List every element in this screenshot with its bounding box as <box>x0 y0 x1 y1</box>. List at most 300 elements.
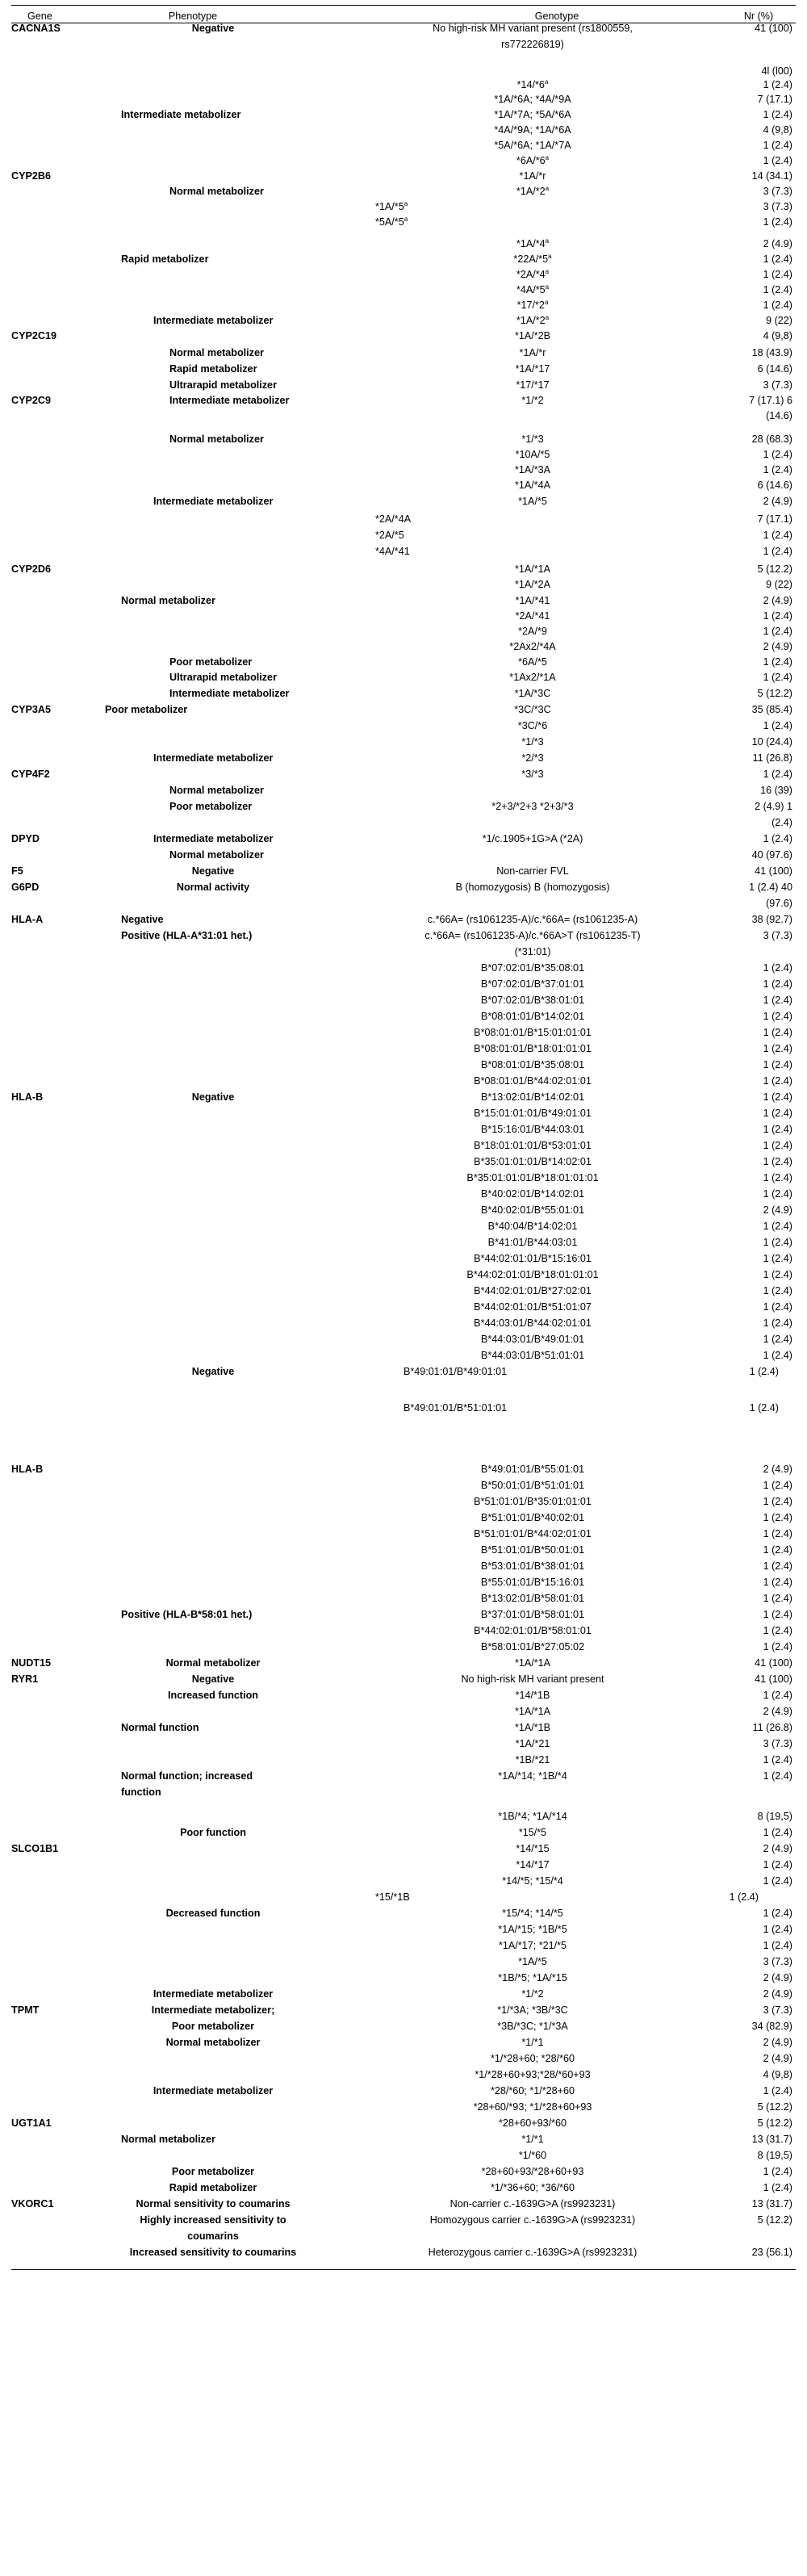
genotype-cell: B*51:01:01/B*40:02:01 <box>480 1512 585 1523</box>
genotype-cell: *1A/*17 <box>515 363 550 375</box>
genotype-cell: Heterozygous carrier c.-1639G>A (rs9923231) <box>428 2247 638 2258</box>
count-percent-cell: 1 (2.4) <box>763 530 792 541</box>
genotype-cell: rs772226819) <box>501 39 564 50</box>
count-percent-cell: 1 (2.4) <box>763 833 792 844</box>
gene-name: CYP4F2 <box>11 769 50 780</box>
genotype-cell: B*35:01:01:01/B*14:02:01 <box>474 1156 592 1167</box>
count-percent-cell: 1 (2.4) <box>763 269 792 280</box>
phenotype-label: Positive (HLA-A*31:01 het.) <box>121 930 253 941</box>
count-percent-cell: 1 (2.4) <box>763 1350 792 1361</box>
genotype-cell: *1/*1 <box>521 2037 544 2048</box>
genotype-cell: *5A/*5$^a$ <box>375 215 408 228</box>
count-percent-cell: 1 (2.4) <box>763 1108 792 1119</box>
gene-name: CYP2B6 <box>11 170 51 182</box>
gene-name: RYR1 <box>11 1673 39 1685</box>
count-percent-cell: 1 (2.4) <box>763 610 792 622</box>
genotype-cell: B*49:01:01/B*49:01:01 <box>404 1366 508 1377</box>
footnote-mark: a <box>545 237 550 245</box>
phenotype-label: Rapid metabolizer <box>121 253 209 265</box>
count-percent-cell: 1 (2.4) <box>763 2182 792 2193</box>
count-percent-cell: 28 (68.3) <box>751 434 792 445</box>
genotype-cell: B*51:01:01/B*44:02:01:01 <box>474 1528 592 1539</box>
count-percent-cell: 10 (24.4) <box>751 736 792 748</box>
genotype-cell: *2Ax2/*4A <box>509 641 556 652</box>
count-percent-cell: 4 (9,8) <box>763 330 792 341</box>
phenotype-label: Negative <box>191 1366 235 1377</box>
genotype-cell: *5A/*6A; *1A/*7A <box>494 140 571 151</box>
footnote-mark: a <box>545 184 550 192</box>
count-percent-cell: 1 (2.4) <box>763 449 792 460</box>
genotype-cell: B*40:02:01/B*14:02:01 <box>480 1188 585 1200</box>
phenotype-label: Poor metabolizer <box>169 656 253 668</box>
genotype-cell: B*18:01:01:01/B*53:01:01 <box>474 1140 592 1151</box>
count-percent-cell: 13 (31.7) <box>751 2134 792 2145</box>
count-percent-cell: 1 (2.4) <box>763 1609 792 1620</box>
count-percent-cell: 3 (7.3) <box>763 201 792 212</box>
genotype-cell: *1/*2 <box>521 1988 544 2000</box>
phenotype-label: function <box>121 1786 161 1798</box>
phenotype-label: Normal function; increased <box>121 1770 253 1782</box>
count-percent-cell: 1 (2.4) <box>763 1512 792 1523</box>
genotype-cell: B*44:03:01/B*44:02:01:01 <box>474 1317 592 1329</box>
count-percent-cell: 1 (2.4) <box>763 1156 792 1167</box>
phenotype-label: Negative <box>191 865 235 877</box>
count-percent-cell: 18 (43.9) <box>751 347 792 358</box>
count-percent-cell: 1 (2.4) <box>763 1188 792 1200</box>
phenotype-label: Negative <box>121 914 164 925</box>
genotype-cell: No high-risk MH variant present <box>461 1673 604 1685</box>
count-percent-cell: 8 (19,5) <box>757 1811 792 1822</box>
phenotype-label: Normal metabolizer <box>169 849 264 861</box>
genotype-cell: B*07:02:01/B*38:01:01 <box>480 995 585 1006</box>
genotype-cell: *22A/*5$^a$ <box>513 252 552 265</box>
phenotype-label: Normal activity <box>176 882 250 893</box>
gene-name: CYP2C9 <box>11 395 51 406</box>
phenotype-label: Intermediate metabolizer <box>153 496 274 507</box>
count-percent-cell: 1 (2.4) <box>763 1027 792 1038</box>
genotype-cell: B*49:01:01/B*55:01:01 <box>480 1464 585 1475</box>
phenotype-label: Normal metabolizer <box>169 186 264 197</box>
phenotype-label: coumarins <box>187 2230 239 2242</box>
count-percent-cell: 1 (2.4) <box>763 656 792 668</box>
phenotype-label: Intermediate metabolizer; <box>151 2004 275 2016</box>
count-percent-cell: 1 (2.4) <box>763 1317 792 1329</box>
genotype-cell: *2A/*4A <box>375 513 412 525</box>
gene-name: CACNA1S <box>11 23 61 34</box>
phenotype-label: Intermediate metabolizer <box>153 752 274 764</box>
genotype-cell: *2A/*9 <box>518 626 547 637</box>
genotype-cell: *1A/*5$^a$ <box>375 199 408 212</box>
genotype-cell: *1A/*1A <box>514 1706 551 1717</box>
count-percent-cell: 1 (2.4) <box>763 1091 792 1103</box>
genotype-cell: B*44:02:01:01/B*18:01:01:01 <box>466 1269 599 1280</box>
header-gene: Gene <box>27 10 52 22</box>
count-percent-cell: 16 (39) <box>760 785 792 796</box>
header-nr: Nr (%) <box>743 10 774 22</box>
genotype-cell: *6A/*5 <box>518 656 547 668</box>
genotype-cell: B*50:01:01/B*51:01:01 <box>480 1480 585 1491</box>
count-percent-cell: 1 (2.4) <box>763 109 792 120</box>
genotype-cell: *15/*5 <box>518 1827 547 1838</box>
phenotype-label: Normal sensitivity to coumarins <box>136 2198 291 2209</box>
genotype-cell: B*58:01:01/B*27:05:02 <box>480 1641 585 1652</box>
phenotype-label: Rapid metabolizer <box>169 363 257 375</box>
count-percent-cell: 1 (2.4) <box>763 1496 792 1507</box>
genotype-cell: B*08:01:01/B*14:02:01 <box>480 1011 585 1022</box>
gene-name: TPMT <box>11 2004 40 2016</box>
genotype-cell: B*13:02:01/B*14:02:01 <box>480 1091 585 1103</box>
footnote-mark: a <box>545 153 550 161</box>
count-percent-cell: 1 (2.4) <box>763 1221 792 1232</box>
genotype-cell: *1/*28+60; *28/*60 <box>491 2053 575 2064</box>
gene-name: CYP2D6 <box>11 563 51 575</box>
genotype-cell: *3C/*6 <box>517 720 548 731</box>
count-percent-cell: 11 (26.8) <box>752 752 792 764</box>
genotype-cell: *1/*2 <box>521 395 544 406</box>
genotype-cell: c.*66A= (rs1061235-A)/c.*66A= (rs1061235-A) <box>427 914 638 925</box>
gene-name: SLCO1B1 <box>11 1843 59 1854</box>
count-percent-cell: 1 (2.4) <box>763 1827 792 1838</box>
count-percent-cell: 1 (2.4) <box>763 1859 792 1870</box>
count-percent-cell: 1 (2.4) <box>763 1253 792 1264</box>
phenotype-label: Intermediate metabolizer <box>121 109 241 120</box>
footnote-mark: a <box>545 283 550 291</box>
phenotype-label: Ultrarapid metabolizer <box>169 379 277 391</box>
phenotype-label: Poor function <box>180 1827 246 1838</box>
gene-name: HLA-A <box>11 914 44 925</box>
genotype-cell: *1/*3 <box>521 434 544 445</box>
count-percent-cell: 1 (2.4) <box>763 720 792 731</box>
count-percent-cell: 1 (2.4) <box>763 1043 792 1054</box>
count-percent-cell: 6 (14.6) <box>757 363 792 375</box>
count-percent-cell: 1 (2.4) <box>763 1075 792 1087</box>
phenotype-label: Normal metabolizer <box>165 2037 261 2048</box>
genotype-cell: *1Ax2/*1A <box>509 672 556 683</box>
genotype-cell: *1A/*3A <box>514 464 551 475</box>
count-percent-cell: 1 (2.4) <box>763 1908 792 1919</box>
count-percent-cell: 3 (7.3) <box>763 186 792 197</box>
count-percent-cell: 1 (2.4) <box>763 978 792 990</box>
count-percent-cell: 1 (2.4) <box>763 140 792 151</box>
count-percent-cell: 1 (2.4) <box>763 1140 792 1151</box>
genotype-cell: B*53:01:01/B*38:01:01 <box>480 1560 585 1572</box>
genotype-cell: *1A/*r <box>519 170 546 182</box>
count-percent-cell: 3 (7.3) <box>763 1956 792 1967</box>
count-percent-cell: 1 (2.4) <box>763 1528 792 1539</box>
header-genotype: Genotype <box>534 10 579 22</box>
phenotype-label: Negative <box>191 23 235 34</box>
count-percent-cell: 1 (2.4) <box>763 1301 792 1313</box>
footnote-mark: a <box>548 252 552 260</box>
genotype-cell: B*07:02:01/B*37:01:01 <box>480 978 585 990</box>
genotype-cell: B*08:01:01/B*44:02:01:01 <box>474 1075 592 1087</box>
phenotype-label: Normal metabolizer <box>121 595 215 606</box>
phenotype-label: Poor metabolizer <box>171 2166 255 2177</box>
phenotype-label: Poor metabolizer <box>105 704 188 715</box>
genotype-cell: (*31:01) <box>514 946 551 957</box>
count-percent-cell: 4 (9,8) <box>763 2069 792 2080</box>
genotype-cell: *1A/*17; *21/*5 <box>498 1940 567 1951</box>
count-percent-cell: 5 (12.2) <box>757 2214 792 2226</box>
count-percent-cell: 1 (2.4) <box>763 79 792 90</box>
count-percent-cell: 1 (2.4) <box>749 1402 779 1414</box>
count-percent-cell: 7 (17.1) <box>757 94 792 105</box>
genotype-cell: *2A/*41 <box>515 610 550 622</box>
phenotype-label: Normal metabolizer <box>165 1657 261 1669</box>
genotype-cell: *1A/*2A <box>514 579 551 590</box>
phenotype-label: Highly increased sensitivity to <box>140 2214 286 2226</box>
genotype-cell: B*49:01:01/B*51:01:01 <box>404 1402 508 1414</box>
count-percent-cell: 2 (4.9) <box>763 1204 792 1216</box>
count-percent-cell: 9 (22) <box>766 315 792 326</box>
phenotype-label: Positive (HLA-B*58:01 het.) <box>121 1609 253 1620</box>
count-percent-cell: 41 (100) <box>755 23 792 34</box>
genotype-cell: *17/*17 <box>516 379 550 391</box>
genotype-cell: *28/*60; *1/*28+60 <box>491 2085 575 2096</box>
genotype-cell: *1A/*1B <box>514 1722 551 1733</box>
genotype-cell: c.*66A= (rs1061235-A)/c.*66A>T (rs1061235-T) <box>424 930 641 941</box>
count-percent-cell: 4 (9,8) <box>763 124 792 136</box>
count-percent-cell: 1 (2.4) <box>763 155 792 166</box>
phenotype-label: Decreased function <box>165 1908 261 1919</box>
count-percent-cell: 1 (2.4) <box>763 1875 792 1887</box>
genotype-cell: *1A/*1A <box>514 1657 551 1669</box>
count-percent-cell: 1 (2.4) <box>763 1560 792 1572</box>
count-percent-cell: 38 (92.7) <box>751 914 792 925</box>
count-percent-cell: 1 (2.4) <box>763 962 792 974</box>
genotype-cell: *14/*5; *15/*4 <box>502 1875 563 1887</box>
genotype-cell: *1A/*5 <box>518 496 547 507</box>
header-phenotype: Phenotype <box>168 10 218 22</box>
genotype-cell: *17/*2$^a$ <box>516 298 549 311</box>
table-top-rule <box>11 5 796 6</box>
genotype-cell: B*13:02:01/B*58:01:01 <box>480 1593 585 1604</box>
count-percent-cell: 3 (7.3) <box>763 2004 792 2016</box>
genotype-cell: *1/*1 <box>521 2134 544 2145</box>
genotype-cell: *1A/*3C <box>514 688 551 699</box>
gene-name: NUDT15 <box>11 1657 51 1669</box>
genotype-cell: *28+60+93/*60 <box>498 2117 567 2129</box>
genotype-cell: B*08:01:01/B*18:01:01:01 <box>474 1043 592 1054</box>
count-percent-cell: 11 (26.8) <box>752 1722 792 1733</box>
genotype-cell: B*44:02:01:01/B*27:02:01 <box>474 1285 592 1296</box>
count-percent-cell: 1 (2.4) <box>763 1480 792 1491</box>
count-percent-cell: 35 (85.4) <box>751 704 792 715</box>
genotype-cell: *4A/*5$^a$ <box>516 283 550 295</box>
footnote-mark: a <box>545 313 550 321</box>
count-percent-cell: (2.4) <box>771 817 792 828</box>
genotype-cell: B*41:01/B*44:03:01 <box>487 1237 578 1248</box>
phenotype-label: Poor metabolizer <box>169 801 253 812</box>
gene-name: CYP3A5 <box>11 704 51 715</box>
count-percent-cell: 1 (2.4) <box>763 1641 792 1652</box>
gene-name: F5 <box>11 865 23 877</box>
genotype-cell: *14/*17 <box>516 1859 550 1870</box>
phenotype-label: Intermediate metabolizer <box>153 833 274 844</box>
count-percent-cell: 3 (7.3) <box>763 930 792 941</box>
genotype-cell: *1A/*21 <box>515 1738 550 1749</box>
count-percent-cell: 1 (2.4) <box>763 253 792 265</box>
count-percent-cell: 1 (2.4) <box>763 2166 792 2177</box>
count-percent-cell: 1 (2.4) 40 <box>749 882 792 893</box>
genotype-cell: B*35:01:01:01/B*18:01:01:01 <box>466 1172 599 1183</box>
gene-name: CYP2C19 <box>11 330 57 341</box>
count-percent-cell: 4l (l00) <box>761 65 792 77</box>
count-percent-cell: 41 (100) <box>755 1673 792 1685</box>
count-percent-cell: 2 (4.9) <box>763 1706 792 1717</box>
count-percent-cell: 34 (82.9) <box>751 2021 792 2032</box>
count-percent-cell: 1 (2.4) <box>763 1577 792 1588</box>
phenotype-label: Normal function <box>121 1722 199 1733</box>
count-percent-cell: 14 (34.1) <box>751 170 792 182</box>
count-percent-cell: 1 (2.4) <box>749 1366 779 1377</box>
genotype-cell: *2+3/*2+3 *2+3/*3 <box>491 801 574 812</box>
genotype-cell: *28+60+93/*28+60+93 <box>481 2166 584 2177</box>
count-percent-cell: 1 (2.4) <box>763 1770 792 1782</box>
count-percent-cell: 1 (2.4) <box>763 1269 792 1280</box>
gene-name: UGT1A1 <box>11 2117 52 2129</box>
genotype-cell: *6A/*6$^a$ <box>516 153 550 166</box>
phenotype-label: Ultrarapid metabolizer <box>169 672 277 683</box>
genotype-cell: *1/*60 <box>518 2150 547 2161</box>
genotype-cell: *2/*3 <box>521 752 544 764</box>
genotype-cell: *1B/*5; *1A/*15 <box>498 1972 567 1983</box>
count-percent-cell: 1 (2.4) <box>763 626 792 637</box>
count-percent-cell: 5 (12.2) <box>757 2101 792 2113</box>
genotype-cell: Non-carrier FVL <box>496 865 569 877</box>
genotype-cell: *1A/*41 <box>515 595 550 606</box>
count-percent-cell: 2 (4.9) <box>763 641 792 652</box>
gene-name: HLA-B <box>11 1464 44 1475</box>
count-percent-cell: 1 (2.4) <box>763 2085 792 2096</box>
genotype-cell: B*44:02:01:01/B*58:01:01 <box>474 1625 592 1636</box>
gene-name: HLA-B <box>11 1091 44 1103</box>
count-percent-cell: 1 (2.4) <box>763 464 792 475</box>
count-percent-cell: 2 (4.9) <box>763 2053 792 2064</box>
genotype-cell: *1A/*7A; *5A/*6A <box>494 109 571 120</box>
genotype-cell: *1/c.1905+1G>A (*2A) <box>482 833 583 844</box>
count-percent-cell: 23 (56.1) <box>751 2247 792 2258</box>
genotype-cell: *1A/*15; *1B/*5 <box>498 1924 567 1935</box>
count-percent-cell: 1 (2.4) <box>763 1940 792 1951</box>
count-percent-cell: 1 (2.4) <box>763 299 792 311</box>
genotype-cell: *1/*28+60+93;*28/*60+93 <box>475 2069 591 2080</box>
genotype-cell: B*40:04/B*14:02:01 <box>487 1221 578 1232</box>
genotype-cell: *1A/*2$^a$ <box>516 313 550 326</box>
count-percent-cell: 1 (2.4) <box>763 1625 792 1636</box>
genotype-cell: *14/*15 <box>516 1843 550 1854</box>
count-percent-cell: 1 (2.4) <box>763 1124 792 1135</box>
count-percent-cell: 1 (2.4) <box>763 1334 792 1345</box>
genotype-cell: *4A/*9A; *1A/*6A <box>494 124 571 136</box>
genotype-cell: *1A/*6A; *4A/*9A <box>494 94 571 105</box>
table-bottom-rule <box>11 2269 796 2270</box>
count-percent-cell: 2 (4.9) <box>763 496 792 507</box>
genotype-cell: B*07:02:01/B*35:08:01 <box>480 962 585 974</box>
gene-name: VKORC1 <box>11 2198 54 2209</box>
genotype-cell: *2A/*4$^a$ <box>516 267 550 280</box>
genotype-cell: *1A/*4A <box>514 480 551 491</box>
genotype-cell: B*44:02:01:01/B*51:01:07 <box>474 1301 592 1313</box>
footnote-mark: a <box>544 77 549 86</box>
gene-name: DPYD <box>11 833 40 844</box>
count-percent-cell: 41 (100) <box>755 865 792 877</box>
genotype-cell: *1A/*2B <box>514 330 551 341</box>
genotype-cell: *1B/*4; *1A/*14 <box>498 1811 567 1822</box>
genotype-cell: B*15:01:01:01/B*49:01:01 <box>474 1108 592 1119</box>
count-percent-cell: 1 (2.4) <box>763 1690 792 1701</box>
count-percent-cell: 1 (2.4) <box>763 546 792 557</box>
genotype-cell: B*40:02:01/B*55:01:01 <box>480 1204 585 1216</box>
count-percent-cell: 1 (2.4) <box>763 216 792 228</box>
genotype-cell: Non-carrier c.-1639G>A (rs9923231) <box>449 2198 616 2209</box>
genotype-cell: *2A/*5 <box>375 530 404 541</box>
count-percent-cell: 2 (4.9) <box>763 238 792 249</box>
genotype-cell: *1B/*21 <box>515 1754 550 1766</box>
genotype-cell: B (homozygosis) B (homozygosis) <box>455 882 610 893</box>
genotype-cell: *14/*1B <box>515 1690 550 1701</box>
count-percent-cell: 2 (4.9) <box>763 595 792 606</box>
phenotype-label: Increased sensitivity to coumarins <box>129 2247 297 2258</box>
genotype-cell: *1A/*5 <box>518 1956 547 1967</box>
count-percent-cell: 7 (17.1) 6 <box>749 395 792 406</box>
count-percent-cell: 5 (12.2) <box>757 2117 792 2129</box>
count-percent-cell: 1 (2.4) <box>763 672 792 683</box>
count-percent-cell: 8 (19,5) <box>757 2150 792 2161</box>
phenotype-label: Normal metabolizer <box>169 347 264 358</box>
genotype-cell: *15/*1B <box>375 1891 410 1903</box>
genotype-cell: *3C/*3C <box>514 704 551 715</box>
count-percent-cell: 3 (7.3) <box>763 1738 792 1749</box>
count-percent-cell: 5 (12.2) <box>757 563 792 575</box>
genotype-cell: B*08:01:01/B*15:01:01:01 <box>474 1027 592 1038</box>
count-percent-cell: 7 (17.1) <box>757 513 792 525</box>
phenotype-label: Negative <box>191 1673 235 1685</box>
genotype-cell: B*08:01:01/B*35:08:01 <box>480 1059 585 1070</box>
genotype-cell: *15/*4; *14/*5 <box>502 1908 563 1919</box>
phenotype-label: Normal metabolizer <box>169 785 264 796</box>
genotype-cell: *28+60/*93; *1/*28+60+93 <box>473 2101 592 2113</box>
phenotype-label: Intermediate metabolizer <box>153 2085 274 2096</box>
count-percent-cell: 1 (2.4) <box>763 1754 792 1766</box>
count-percent-cell: 9 (22) <box>766 579 792 590</box>
genotype-cell: *1A/*1A <box>514 563 551 575</box>
count-percent-cell: 2 (4.9) <box>763 2037 792 2048</box>
genotype-cell: B*51:01:01/B*50:01:01 <box>480 1544 585 1556</box>
genotype-cell: *1/*3A; *3B/*3C <box>497 2004 568 2016</box>
genotype-cell: *1A/*2$^a$ <box>516 184 550 197</box>
count-percent-cell: 1 (2.4) <box>729 1891 759 1903</box>
genotype-cell: B*15:16:01/B*44:03:01 <box>480 1124 585 1135</box>
count-percent-cell: 3 (7.3) <box>763 379 792 391</box>
count-percent-cell: 2 (4.9) <box>763 1464 792 1475</box>
genotype-cell: *1A/*r <box>519 347 546 358</box>
genotype-cell: B*37:01:01/B*58:01:01 <box>480 1609 585 1620</box>
genotype-cell: *1/*3 <box>521 736 544 748</box>
genotype-cell: *1A/*14; *1B/*4 <box>498 1770 567 1782</box>
count-percent-cell: 1 (2.4) <box>763 995 792 1006</box>
count-percent-cell: 6 (14.6) <box>757 480 792 491</box>
footnote-mark: a <box>404 215 408 223</box>
genotype-cell: *3/*3 <box>521 769 544 780</box>
phenotype-label: Poor metabolizer <box>171 2021 255 2032</box>
phenotype-label: Increased function <box>168 1690 258 1701</box>
phenotype-label: Intermediate metabolizer <box>169 395 290 406</box>
footnote-mark: a <box>404 199 408 207</box>
genotype-cell: *1/*36+60; *36/*60 <box>491 2182 575 2193</box>
phenotype-label: Normal metabolizer <box>169 434 264 445</box>
phenotype-label: Intermediate metabolizer <box>153 1988 274 2000</box>
